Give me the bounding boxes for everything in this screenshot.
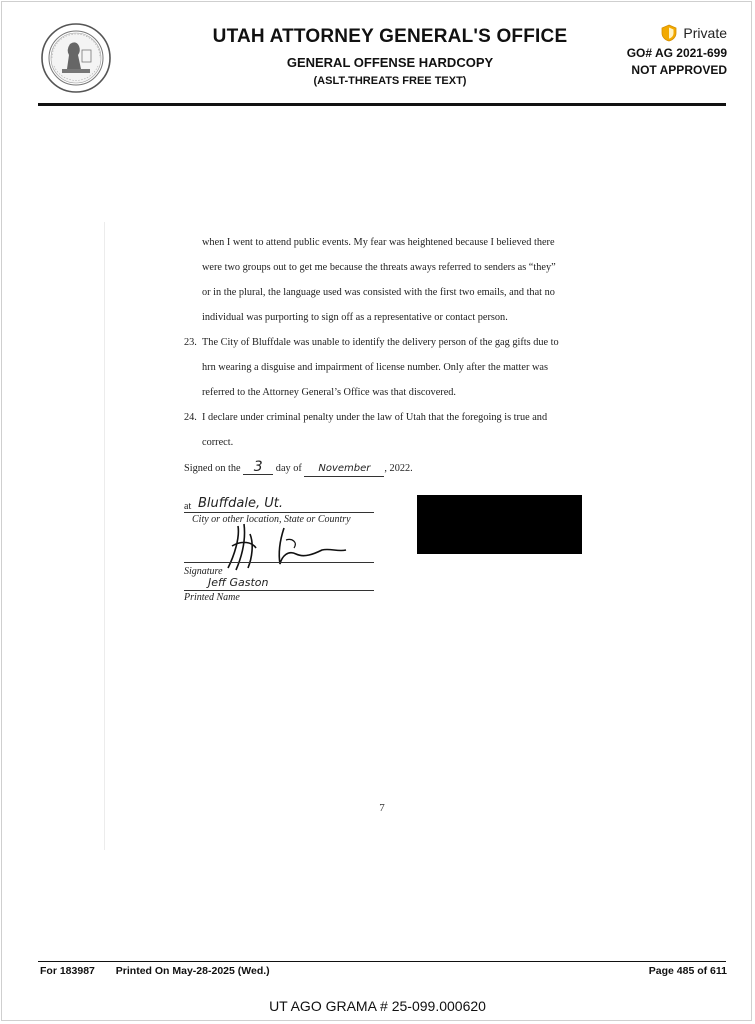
footer-page-count: Page 485 of 611 [648,965,727,977]
handwritten-signature [224,520,364,574]
approval-status: NOT APPROVED [631,63,727,77]
location-line [184,512,374,513]
item-number: 23. [184,337,197,348]
page-frame [1,1,752,1021]
document-body [184,230,604,455]
location-caption: City or other location, State or Country [192,514,351,525]
scan-edge [104,222,105,850]
paragraph-line: individual was purporting to sign off as a representative or contact person. [202,312,508,323]
privacy-block [627,24,727,77]
paragraph-continuation [184,230,604,330]
signature-caption: Signature [184,566,223,577]
document-subtype: (ASLT-THREATS FREE TEXT) [313,75,467,87]
item-number: 24. [184,412,197,423]
numbered-item-23 [184,330,604,405]
document-type: GENERAL OFFENSE HARDCOPY [286,55,494,70]
page-title: UTAH ATTORNEY GENERAL'S OFFICE [212,26,568,47]
signature-line [184,562,374,563]
scan-page-number: 7 [379,802,385,814]
printed-name-caption: Printed Name [184,592,240,603]
handwritten-day: 3 [243,460,273,475]
numbered-item-24 [184,405,604,455]
handwritten-month: November [304,462,384,477]
header-divider [38,103,726,106]
go-number: GO# AG 2021-699 [626,46,727,60]
signed-suffix: , 2022. [384,463,413,474]
printed-name-line [184,590,374,591]
signed-date-line [184,460,413,477]
shield-icon [661,24,677,42]
footer-for-id: For 183987 [40,965,95,977]
footer-printed-on: Printed On May-28-2025 (Wed.) [115,965,270,977]
signed-mid: day of [275,463,302,474]
handwritten-location: Bluffdale, Ut. [198,496,283,511]
item-line: referred to the Attorney General’s Office was that discovered. [202,387,456,398]
handwritten-printed-name: Jeff Gaston [208,576,269,589]
item-line: hrn wearing a disguise and impairment of license number. Only after the matter was [202,362,548,373]
location-prefix: at [184,501,192,512]
paragraph-line: when I went to attend public events. My fear was heightened because I believed there [202,237,555,248]
grama-number: UT AGO GRAMA # 25-099.000620 [269,998,486,1014]
signature-block [184,496,374,616]
footer-left [40,965,288,977]
item-line: I declare under criminal penalty under the law of Utah that the foregoing is true and [202,412,548,423]
privacy-label: Private [683,25,727,41]
paragraph-line: or in the plural, the language used was consisted with the first two emails, and that no [202,287,555,298]
state-seal-icon [40,22,112,94]
footer-divider [38,961,726,962]
redaction-box [417,495,582,554]
signed-prefix: Signed on the [184,463,241,474]
item-line: The City of Bluffdale was unable to identify the delivery person of the gag gifts due to [202,337,559,348]
paragraph-line: were two groups out to get me because the threats aways referred to senders as “they” [202,262,556,273]
item-line: correct. [202,437,234,448]
